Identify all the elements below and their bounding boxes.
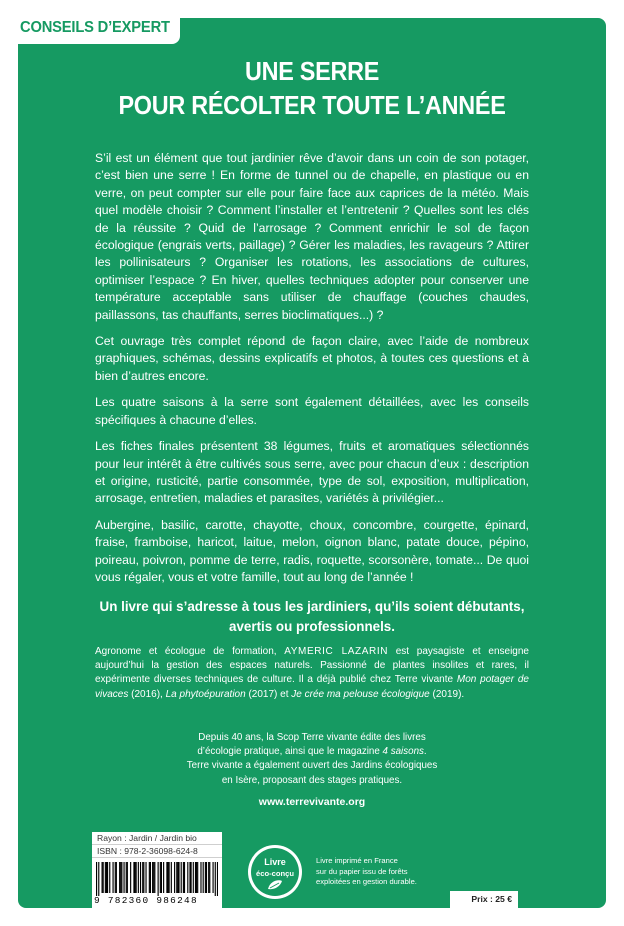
blurb [95,150,529,595]
book-title-3: Je crée ma pelouse écologique [291,688,430,700]
book-title-2: La phytoépuration [165,688,246,700]
print-note-line: Livre imprimé en France [316,856,398,865]
title-line-1: UNE SERRE [244,56,380,86]
publisher-line: Depuis 40 ans, la Scop Terre vivante édite des livres [198,732,426,743]
barcode-icon [96,862,218,896]
tagline-line-1: Un livre qui s’adresse à tous les jardiniers, qu’ils soient débutants, [99,599,525,614]
tagline-line-2: avertis ou professionnels. [229,619,395,634]
rayon-label: Rayon : Jardin / Jardin bio [92,832,222,845]
blurb-paragraph: Aubergine, basilic, carotte, chayotte, choux, concombre, courgette, épinard, fraise, framboise, haricot, laitue, melon, oignon blanc, patate douce, pépino, poireau, poivron, pomme de terre, radis, roquette, scorsonère, tomate... De quoi vous régaler, vous et votre famille, tout au long de l’année ! [95,517,529,584]
price-label: Prix : 25 € [450,891,518,908]
print-note-line: exploitées en gestion durable. [316,877,417,887]
title-line-2: POUR RÉCOLTER TOUTE L’ANNÉE [118,90,506,120]
blurb-paragraph: Les fiches finales présentent 38 légumes, fruits et aromatiques sélectionnés pour leur intérêt à être cultivés sous serre, avec pour chacun d’eux : description et origine, rusticité, partie consommée, type de sol, exposition, multiplication, arrosage, entretien, maladies et parasites, variétés à privilégier... [95,439,529,506]
publisher-info [150,731,474,788]
publisher-line: en Isère, proposant des stages pratiques. [221,774,403,786]
bio-text: (2017) et [245,688,292,700]
bio-paragraph [95,645,529,702]
barcode-digits: 9 782360 986248 [94,895,198,906]
website-link[interactable]: www.terrevivante.org [258,796,366,808]
blurb-paragraph: Cet ouvrage très complet répond de façon claire, avec l’aide de nombreux graphiques, schémas, dessins explicatifs et photos, à toutes ces questions et à bien d’autres encore. [95,334,529,383]
bio-text: (2016), [128,688,166,700]
series-tab [14,14,180,44]
bio-text: Agronome et écologue de formation, [95,646,285,657]
author-name: AYMERIC LAZARIN [284,646,389,657]
blurb-paragraph: Les quatre saisons à la serre sont également détaillées, avec les conseils spécifiques à chacune d’elles. [95,395,529,427]
tagline [70,597,554,637]
print-note-line: sur du papier issu de forêts [316,866,408,876]
publisher-line: Terre vivante a également ouvert des Jardins écologiques [186,760,438,772]
print-note [316,856,446,888]
publisher-line [150,745,474,759]
barcode-panel [92,832,222,908]
bio-text: (2019). [429,688,465,700]
isbn-label: ISBN : 978-2-36098-624-8 [92,845,222,858]
magazine-name: 4 saisons [382,746,424,758]
book-title [18,54,606,122]
series-label: CONSEILS D’EXPERT [20,19,170,36]
publisher-text: d’écologie pratique, ainsi que le magazine [197,746,383,758]
blurb-paragraph: S’il est un élément que tout jardinier rêve d’avoir dans un coin de son potager, c’est bien une serre ! En forme de tunnel ou de chapelle, en plastique ou en verre, on peut compter sur elle pour faire face aux caprices de la météo. Mais quel modèle choisir ? Comment l’installer et l’entretenir ? Quelles sont les clés de la réussite ? Quid de l’arrosage ? Comment enrichir le sol de façon écologique (engrais verts, paillage) ? Gérer les maladies, les ravageurs ? Attirer les pollinisateurs ? Organiser les rotations, les associations de cultures, optimiser l’espace ? En hiver, quelles techniques adopter pour conserver une température acceptable sans utiliser de chauffage (couches chaudes, paillassons, tas chauffants, serres bioclimatiques...) ? [95,151,529,322]
eco-logo-line-1: Livre [264,857,286,867]
publisher-text: . [423,746,427,758]
bio-text: est paysagiste et enseigne aujourd’hui la gestion des espaces naturels. Passionné de plantes insolites et rares, il expérimente diverses techniques de culture. Il a déjà publié chez Terre vivante [95,646,529,686]
eco-logo-line-2: éco-conçu [256,869,294,878]
book-title-1: Mon potager de vivaces [95,674,529,700]
author-bio [95,645,529,702]
eco-design-logo-icon [246,843,304,901]
